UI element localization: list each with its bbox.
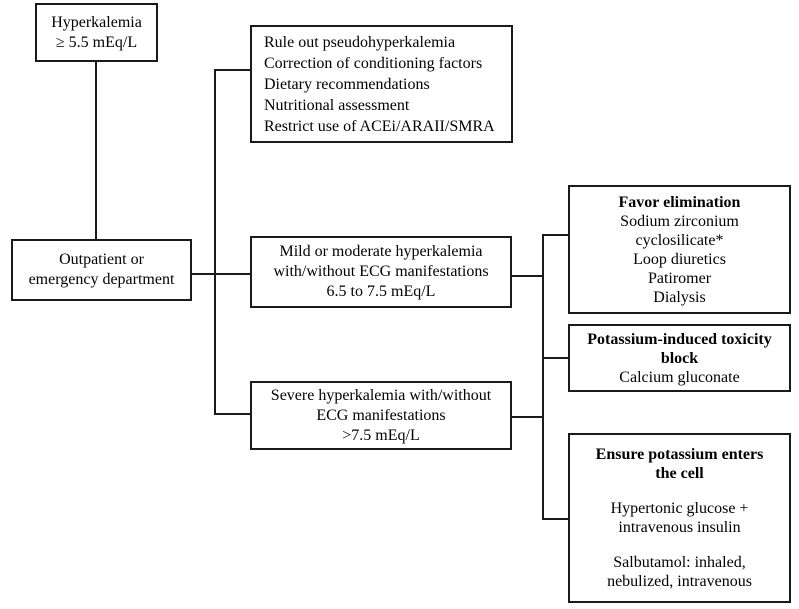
initial-measures-line: Correction of conditioning factors [264, 54, 483, 72]
connector-trunk-to-toxicity-block-line [544, 357, 568, 359]
hyperkalemia-box [35, 3, 158, 62]
severe-line: Severe hyperkalemia with/without [270, 386, 492, 404]
initial-measures-line: Nutritional assessment [264, 96, 410, 114]
outpatient-box [11, 239, 192, 301]
ensure-cell-entry-box [568, 433, 791, 603]
connector-trunk-to-severe-line [216, 413, 250, 415]
spacer [570, 537, 789, 553]
favor-elimination-box [568, 185, 791, 314]
toxicity-block-title: block [660, 349, 699, 367]
connector-severe-to-right-trunk-line [512, 416, 542, 418]
toxicity-block-line: Calcium gluconate [619, 368, 740, 386]
connector-trunk-to-favor-elimination-line [544, 234, 568, 236]
initial-measures-line: Rule out pseudohyperkalemia [264, 33, 456, 51]
ensure-cell-entry-line: nebulized, intravenous [607, 573, 752, 590]
initial-measures-box [250, 25, 513, 143]
initial-measures-line: Dietary recommendations [264, 75, 430, 93]
mild-moderate-line: 6.5 to 7.5 mEq/L [326, 283, 436, 300]
mild-moderate-box [250, 236, 512, 308]
connector-right-trunk-line [542, 234, 544, 520]
ensure-cell-entry-title: the cell [655, 465, 704, 482]
spacer [570, 483, 789, 499]
ensure-cell-entry-line: Salbutamol: inhaled, [613, 554, 746, 571]
connector-trunk-to-initial-measures-line [216, 69, 250, 71]
connector-hyperkalemia-to-outpatient-line [95, 62, 97, 239]
favor-elimination-line: Patiromer [647, 269, 712, 287]
favor-elimination-line: Dialysis [653, 288, 706, 306]
hyperkalemia-line: ≥ 5.5 mEq/L [55, 33, 138, 51]
toxicity-block-box [568, 324, 791, 392]
ensure-cell-entry-line: intravenous insulin [618, 519, 741, 536]
mild-moderate-line: with/without ECG manifestations [273, 263, 489, 280]
severe-line: >7.5 mEq/L [342, 426, 420, 444]
toxicity-block-title: Potassium-induced toxicity [587, 330, 772, 348]
severe-box [250, 381, 512, 450]
ensure-cell-entry-title: Ensure potassium enters [595, 446, 764, 463]
favor-elimination-title: Favor elimination [618, 193, 741, 211]
outpatient-line: emergency department [28, 271, 175, 288]
connector-left-trunk-line [214, 69, 216, 415]
favor-elimination-line: cyclosilicate* [635, 231, 724, 249]
favor-elimination-line: Sodium zirconium [620, 212, 739, 230]
outpatient-line: Outpatient or [59, 251, 144, 268]
favor-elimination-line: Loop diuretics [633, 250, 726, 268]
connector-outpatient-to-mild-line [192, 273, 250, 275]
connector-trunk-to-ensure-cell-entry-line [544, 518, 568, 520]
severe-line: ECG manifestations [316, 406, 446, 424]
initial-measures-line: Restrict use of ACEi/ARAII/SMRA [264, 117, 495, 135]
ensure-cell-entry-line: Hypertonic glucose + [610, 500, 749, 517]
mild-moderate-line: Mild or moderate hyperkalemia [279, 243, 483, 260]
connector-mild-to-right-trunk-line [512, 275, 542, 277]
hyperkalemia-line: Hyperkalemia [51, 13, 142, 31]
